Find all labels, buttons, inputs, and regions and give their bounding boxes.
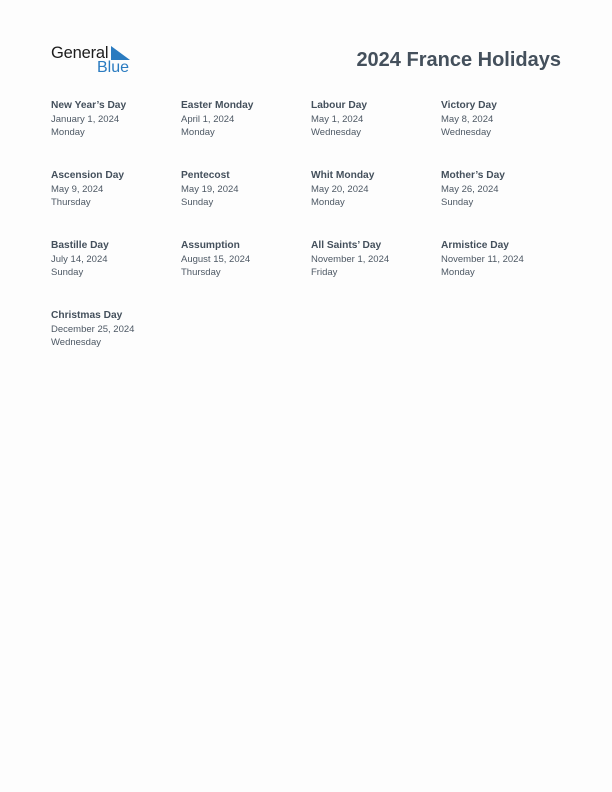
holiday-name: Ascension Day [51,170,125,181]
holiday-date: January 1, 2024 [51,113,120,125]
holiday-weekday: Sunday [51,267,84,279]
holiday-name: All Saints’ Day [311,240,382,251]
holiday-weekday: Thursday [51,197,91,209]
holiday-item [51,309,176,350]
holiday-weekday: Wednesday [311,127,361,139]
holiday-item [181,239,306,280]
holiday-date: May 8, 2024 [441,113,494,125]
holiday-item [311,99,436,140]
holiday-weekday: Friday [311,267,338,279]
holiday-weekday: Wednesday [441,127,491,139]
holiday-name: Mother’s Day [441,170,505,181]
holiday-name: Labour Day [311,100,368,111]
holiday-date: April 1, 2024 [181,113,235,125]
page-title: 2024 France Holidays [356,49,561,71]
logo-text-blue: Blue [97,59,130,76]
holiday-weekday: Wednesday [51,337,101,349]
holiday-item [181,99,306,140]
holiday-weekday: Monday [51,127,85,139]
holiday-name: Whit Monday [311,170,375,181]
holiday-name: Victory Day [441,100,497,111]
holiday-item [51,99,176,140]
holiday-weekday: Monday [311,197,345,209]
holiday-weekday: Sunday [181,197,214,209]
holiday-item [441,169,566,210]
holiday-item [311,239,436,280]
holiday-item [311,169,436,210]
holiday-date: May 20, 2024 [311,183,369,195]
holiday-date: May 1, 2024 [311,113,364,125]
holiday-name: Bastille Day [51,240,109,251]
holiday-date: August 15, 2024 [181,253,251,265]
holiday-date: May 19, 2024 [181,183,239,195]
holiday-name: Christmas Day [51,310,123,321]
holiday-name: Pentecost [181,170,230,181]
holiday-date: December 25, 2024 [51,323,135,335]
holiday-name: Armistice Day [441,240,509,251]
generalblue-logo [51,44,141,78]
holiday-weekday: Monday [181,127,215,139]
holiday-item [51,169,176,210]
holiday-date: May 9, 2024 [51,183,104,195]
holiday-name: New Year’s Day [51,100,127,111]
holiday-name: Assumption [181,240,240,251]
holiday-item [441,99,566,140]
holiday-weekday: Monday [441,267,475,279]
holiday-date: November 1, 2024 [311,253,390,265]
holiday-weekday: Thursday [181,267,221,279]
holiday-date: November 11, 2024 [441,253,524,265]
holiday-date: July 14, 2024 [51,253,108,265]
holiday-name: Easter Monday [181,100,254,111]
logo-triangle-icon [111,46,130,60]
holiday-item [441,239,566,280]
logo-text-general: General [51,44,109,62]
holiday-item [51,239,176,280]
holiday-date: May 26, 2024 [441,183,499,195]
holiday-weekday: Sunday [441,197,474,209]
holiday-item [181,169,306,210]
